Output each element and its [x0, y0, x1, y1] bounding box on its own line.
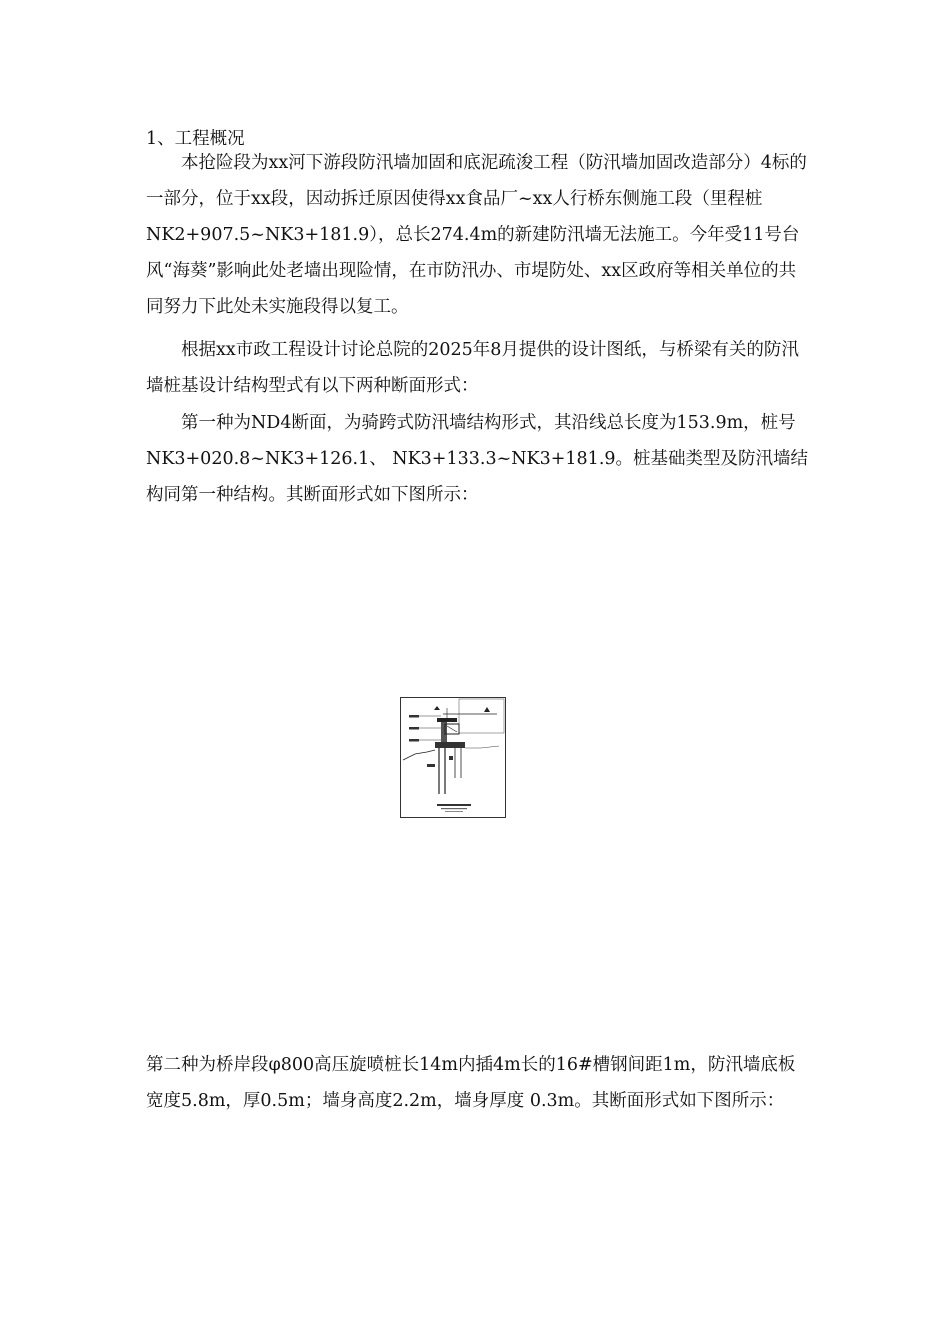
- cross-section-figure: [400, 697, 506, 818]
- cross-section-drawing-icon: [401, 698, 505, 817]
- paragraph-section-type-1: [146, 405, 811, 513]
- section-heading: 1、工程概况: [146, 129, 245, 149]
- paragraph-section-type-2: [146, 1047, 811, 1119]
- paragraph-overview: [146, 145, 811, 325]
- paragraph-text: 本抢险段为xx河下游段防汛墙加固和底泥疏浚工程（防汛墙加固改造部分）4标的一部分，位于xx段，因动拆迁原因使得xx食品厂~xx人行桥东侧施工段（里程桩NK2+907.5~NK3+181.9），总长274.4m的新建防汛墙无法施工。今年受11号台风“海葵”影响此处老墙出现险情，在市防汛办、市堤防处、xx区政府等相关单位的共同努力下此处未实施段得以复工。: [146, 153, 807, 317]
- paragraph-text: 第二种为桥岸段φ800高压旋喷桩长14m内插4m长的16#槽钢间距1m，防汛墙底板宽度5.8m，厚0.5m；墙身高度2.2m，墙身厚度 0.3m。其断面形式如下图所示：: [146, 1055, 796, 1111]
- paragraph-text: 第一种为ND4断面，为骑跨式防汛墙结构形式，其沿线总长度为153.9m，桩号NK3+020.8~NK3+126.1、 NK3+133.3~NK3+181.9。桩基础类型及防汛墙结构同第一种结构。其断面形式如下图所示：: [146, 413, 809, 505]
- paragraph-design-basis: [146, 332, 811, 404]
- paragraph-text: 根据xx市政工程设计讨论总院的2025年8月提供的设计图纸，与桥梁有关的防汛墙桩基设计结构型式有以下两种断面形式：: [146, 340, 799, 396]
